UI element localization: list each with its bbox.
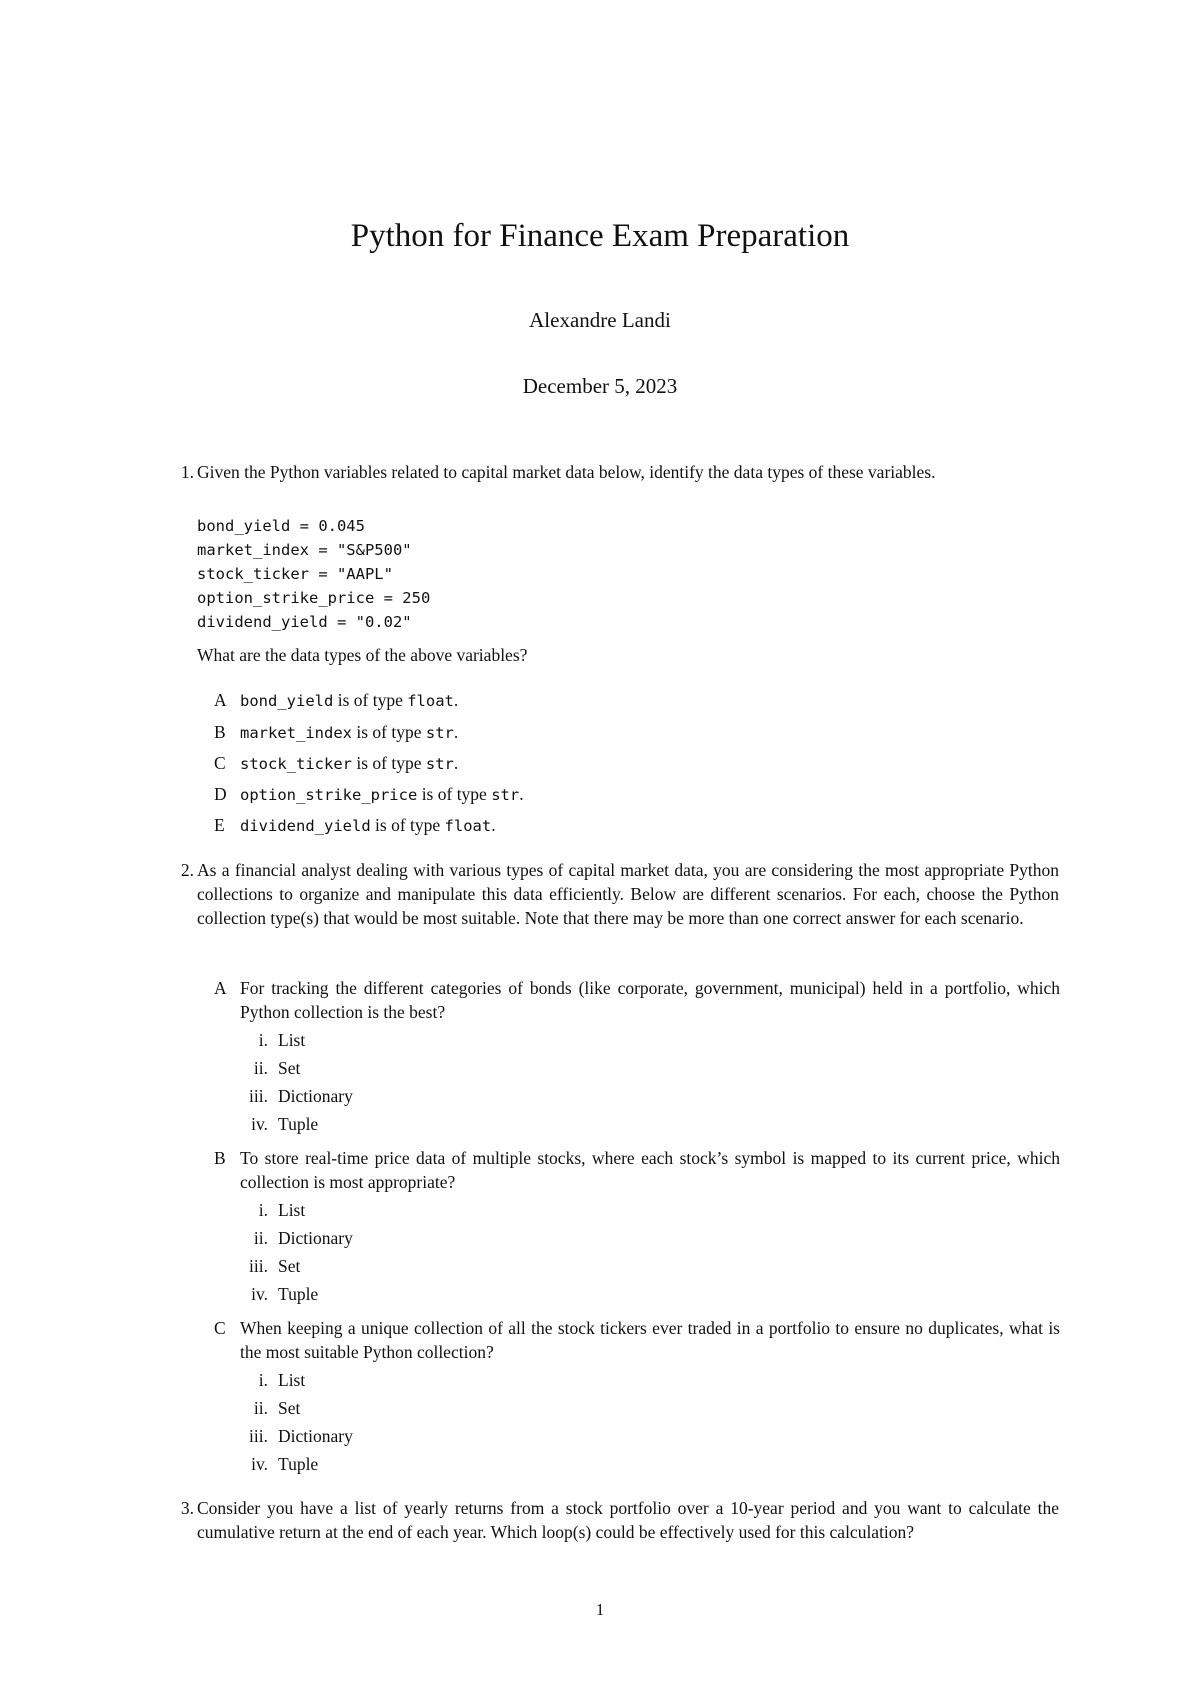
question-text: As a financial analyst dealing with various types of capital market data, you are considering the most appropriate Python collections to organize and manipulate this data efficiently. Below are different scenarios. For each, choose the Python collection type(s) that would be most suitable. Note that there may be more than one correct answer for each scenario.: [197, 860, 1059, 928]
variable-name: option_strike_price: [240, 786, 418, 804]
choice-number: i.: [258, 1370, 268, 1390]
option-text: [240, 720, 1060, 745]
option-end: .: [453, 753, 459, 773]
sub-question-text: When keeping a unique collection of all the stock tickers ever traded in a portfolio to ensure no duplicates, what is the most suitable Python collection?: [240, 1318, 1060, 1362]
variable-name: dividend_yield: [240, 817, 371, 835]
variable-name: market_index: [240, 724, 352, 742]
choice-label: List: [278, 1370, 306, 1390]
sub-question-text: For tracking the different categories of bonds (like corporate, government, municipal) held in a portfolio, which Python collection is the best?: [240, 978, 1060, 1022]
choice-number: i.: [258, 1200, 268, 1220]
option-letter: A: [214, 690, 227, 710]
code-line: stock_ticker = "AAPL": [197, 565, 393, 583]
question-number: 1.: [180, 462, 194, 482]
variable-name: bond_yield: [240, 692, 334, 710]
choice-label: Set: [278, 1398, 301, 1418]
choice-number: iv.: [251, 1284, 268, 1304]
code-line: dividend_yield = "0.02": [197, 613, 412, 631]
option-letter: E: [214, 815, 225, 835]
option-mid: is of type: [333, 690, 408, 710]
choice-number: iii.: [249, 1426, 268, 1446]
document-title: Python for Finance Exam Preparation: [350, 218, 850, 254]
choice-label: Set: [278, 1058, 301, 1078]
choice-number: iii.: [249, 1256, 268, 1276]
type-name: float: [407, 692, 454, 710]
option-letter: D: [214, 784, 227, 804]
type-name: str: [425, 724, 454, 742]
question-number: 2.: [180, 860, 194, 880]
option-text: [240, 813, 1060, 838]
choice-label: List: [278, 1200, 306, 1220]
question-number: 3.: [180, 1498, 194, 1518]
sub-question-text: To store real-time price data of multiple stocks, where each stock’s symbol is mapped to its current price, which collection is most appropriate?: [240, 1148, 1060, 1192]
choice-label: Tuple: [278, 1114, 319, 1134]
option-mid: is of type: [417, 784, 492, 804]
choice-label: Set: [278, 1256, 301, 1276]
code-line: market_index = "S&P500": [197, 541, 412, 559]
choice-number: iv.: [251, 1114, 268, 1134]
choice-label: Dictionary: [278, 1086, 353, 1106]
option-mid: is of type: [351, 753, 426, 773]
choice-number: ii.: [253, 1228, 268, 1248]
document-date: December 5, 2023: [522, 374, 678, 398]
choice-number: i.: [258, 1030, 268, 1050]
sub-question-letter: A: [214, 978, 227, 998]
code-block: [197, 514, 430, 634]
choice-number: iv.: [251, 1454, 268, 1474]
page-number: 1: [595, 1600, 605, 1619]
option-end: .: [491, 815, 496, 835]
question-prompt: What are the data types of the above variables?: [197, 645, 528, 665]
sub-question-letter: C: [214, 1318, 226, 1338]
code-line: bond_yield = 0.045: [197, 517, 365, 535]
option-end: .: [453, 690, 459, 710]
document-author: Alexandre Landi: [529, 308, 671, 332]
choice-number: ii.: [253, 1398, 268, 1418]
choice-label: Tuple: [278, 1284, 319, 1304]
choice-label: List: [278, 1030, 306, 1050]
choice-number: iii.: [249, 1086, 268, 1106]
type-name: str: [491, 786, 520, 804]
choice-number: ii.: [253, 1058, 268, 1078]
choice-label: Tuple: [278, 1454, 319, 1474]
option-letter: C: [214, 753, 226, 773]
choice-label: Dictionary: [278, 1228, 353, 1248]
code-line: option_strike_price = 250: [197, 589, 431, 607]
sub-question-letter: B: [214, 1148, 226, 1168]
type-name: float: [444, 817, 492, 835]
option-text: [240, 688, 1060, 713]
option-end: .: [519, 784, 524, 804]
choice-label: Dictionary: [278, 1426, 353, 1446]
option-text: [240, 751, 1060, 776]
question-text: Consider you have a list of yearly returns from a stock portfolio over a 10-year period and you want to calculate the cumulative return at the end of each year. Which loop(s) could be effectively used for this calculation?: [197, 1498, 1059, 1542]
variable-name: stock_ticker: [240, 755, 352, 773]
option-mid: is of type: [351, 722, 426, 742]
type-name: str: [425, 755, 454, 773]
option-letter: B: [214, 722, 226, 742]
option-text: [240, 782, 1060, 807]
option-end: .: [453, 722, 459, 742]
question-text: Given the Python variables related to capital market data below, identify the data types of these variables.: [197, 462, 936, 482]
option-mid: is of type: [370, 815, 445, 835]
